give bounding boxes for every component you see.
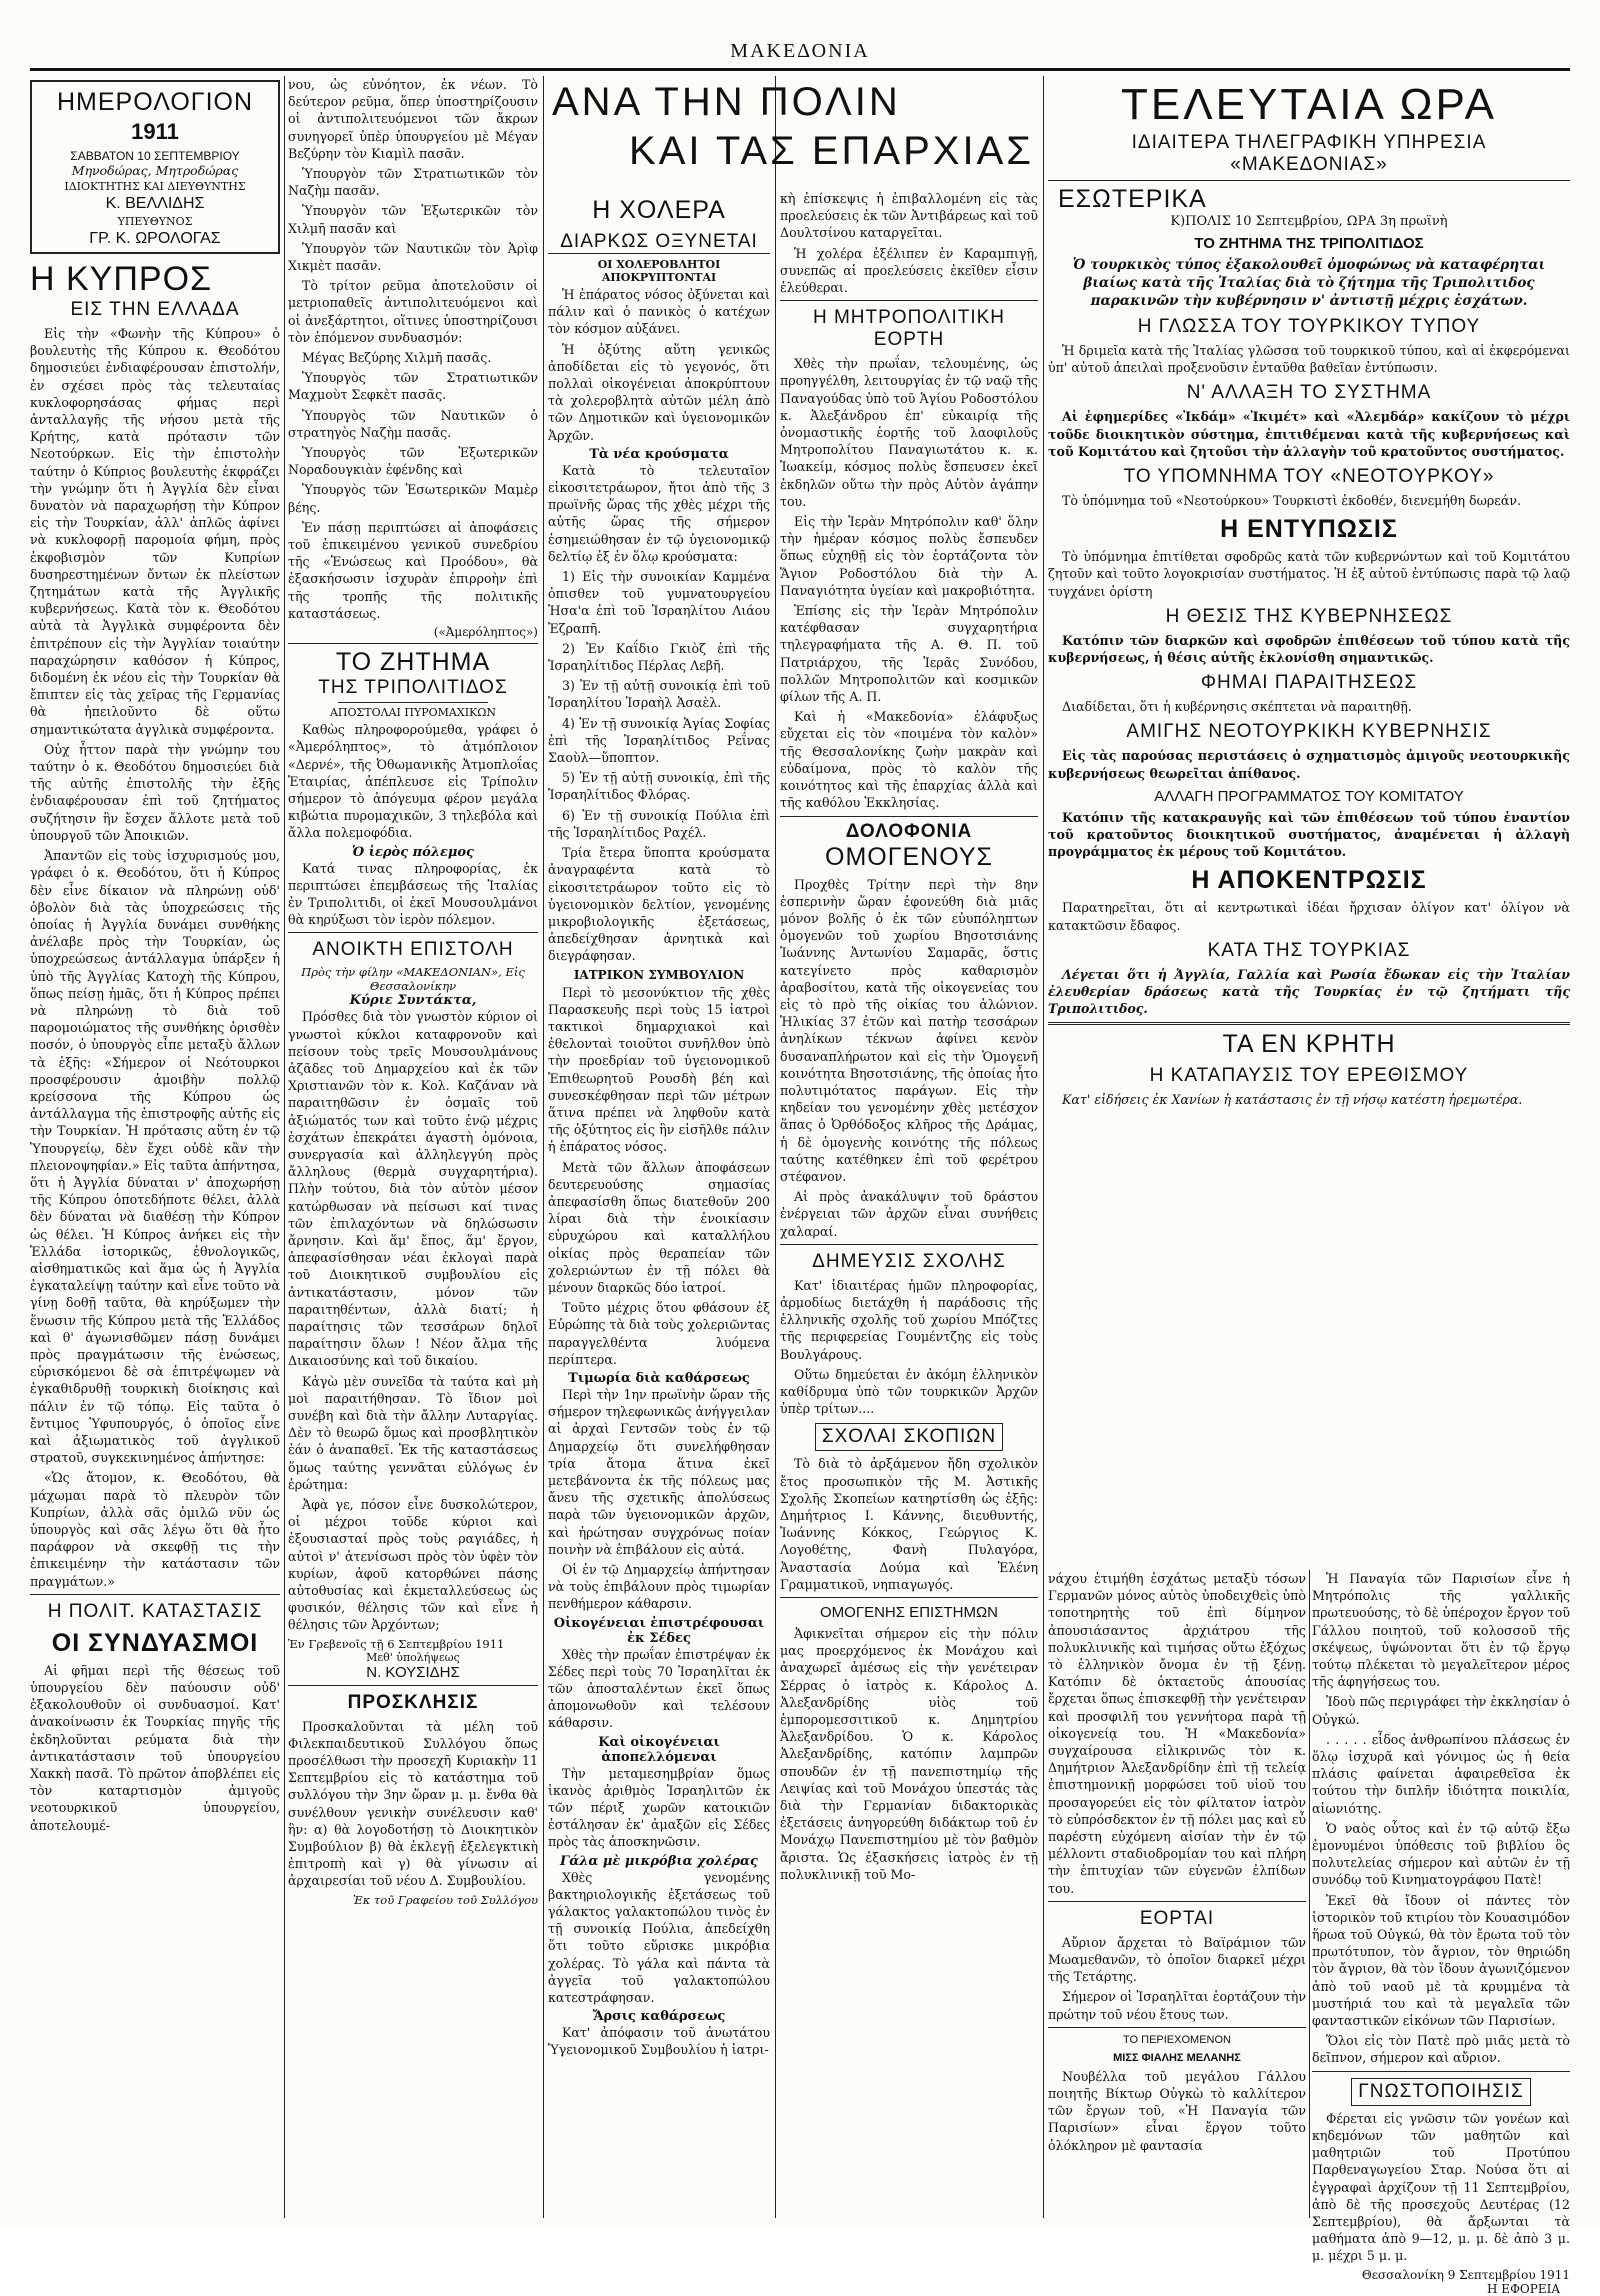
article-paragraph: Ἡ δριμεῖα κατὰ τῆς Ἰταλίας γλῶσσα τοῦ τουρκικοῦ τύπου, καὶ αἱ ἐκφερόμεναι ὑπ' αὐτοῦ ἀπειλαὶ προξενοῦσιν ἐνταῦθα βαθεῖαν ἐντύπωσιν. <box>1048 343 1570 376</box>
column-3 <box>548 190 770 2218</box>
divider <box>780 1597 1038 1598</box>
banner-line-1: ΑΝΑ ΤΗΝ ΠΟΛΙΝ <box>552 80 901 124</box>
headline-domestic: ΕΣΩΤΕΡΙΚΑ <box>1058 185 1207 213</box>
divider <box>30 1594 280 1595</box>
column-1 <box>30 76 280 2218</box>
subhead-hidden-cases: ΟΙ ΧΟΛΕΡΟΒΛΗΤΟΙ ΑΠΟΚΡΥΠΤΟΝΤΑΙ <box>597 258 721 284</box>
article-paragraph: Φέρεται εἰς γνῶσιν τῶν γονέων καὶ κηδεμόνων τῶν μαθητῶν καὶ μαθητριῶν τοῦ Προτύπου Παρθεναγωγείου Σταρ. Νούσα ὅτι αἱ ἐγγραφαὶ ἀρχίζουν τῇ 11 Σεπτεμβρίου, ἀπὸ δὲ τῆς προσεχοῦς Δευτέρας (12 Σεπτεμβρίου), θὰ ἄρξωνται τὰ μαθήματα ἀπὸ 9—12, μ. μ. δὲ ἀπὸ 3 μ. μ. μέχρι 5 μ. μ. <box>1312 2110 1570 2264</box>
invitation-signature: Ἐκ τοῦ Γραφείου τοῦ Συλλόγου <box>352 1892 538 1907</box>
headline-skopje-schools <box>780 1423 1038 1451</box>
article-paragraph: Ἰδοὺ πῶς περιγράφει τὴν ἐκκλησίαν ὁ Οὐγκώ. <box>1312 1694 1570 1727</box>
headline-telegraph-service: ΙΔΙΑΙΤΕΡΑ ΤΗΛΕΓΡΑΦΙΚΗ ΥΠΗΡΕΣΙΑ <box>1131 132 1487 153</box>
article-paragraph: Ὑπουργὸς τῶν Ναυτικῶν ὁ στρατηγὸς Ναζὴμ πασᾶς. <box>288 407 538 440</box>
source-credit: («Ἀμερόληπτος») <box>433 625 538 640</box>
headline-school-confiscation: ΔΗΜΕΥΣΙΣ ΣΧΟΛΗΣ <box>812 1250 1006 1272</box>
divider <box>780 816 1038 817</box>
article-paragraph: Κατόπιν τῆς κατακραυγῆς καὶ τῶν ἐπιθέσεων τοῦ τύπου ἐναντίον τοῦ κρατοῦντος διοικητικοῦ συστήματος, ἀναμένεται ἡ ἀλλαγὴ προγράμματος ἐκ μέρους τοῦ Κομιτάτου. <box>1048 809 1570 860</box>
article-paragraph: νου, ὡς εὐνόητον, ἐκ νέων. Τὸ δεύτερον ρεῦμα, ὅπερ ὑποστηρίζουσιν οἱ ἀντιπολιτευόμενοι τῶν ἄκρων συνηγορεῖ ὑπὲρ ὑπουργείου μὲ Μέγαν Βεζύρην τὸν Κιαμὶλ πασᾶν. <box>288 77 538 161</box>
masthead-rule <box>30 68 1570 71</box>
article-paragraph: Σήμερον οἱ Ἰσραηλῖται ἑορτάζουν τὴν πρώτην τοῦ νέου ἔτους των. <box>1048 1989 1306 2022</box>
column-5 <box>1048 76 1570 1566</box>
owner-label: ΙΔΙΟΚΤΗΤΗΣ ΚΑΙ ΔΙΕΥΘΥΝΤΗΣ <box>64 180 246 193</box>
subhead-milk: Γάλα μὲ μικρόβια χολέρας <box>560 1853 758 1869</box>
article-lead: Ὁ τουρκικὸς τύπος ἐξακολουθεῖ ὁμοφώνως νὰ καταφέρηται βιαίως κατὰ τῆς Ἰταλίας διὰ τὸ ζήτημα τῆς Τριπολιτιδος παρακινῶν τὴν κυβέρνησιν ν' ἀντιστῇ μέχρις ἐσχάτων. <box>1072 257 1546 309</box>
article-paragraph: Αἱ φῆμαι περὶ τῆς θέσεως τοῦ ὑπουργείου δὲν παύουσιν οὐδ' ἐξακολουθοῦν οἱ συνδυασμοί. Κατ' ἀνακοίνωσιν ἐκ Τουρκίας πηγῆς τῆς ἐκδηλοῦνται ρεύματα διὰ τὴν ἀντικατάστασιν τοῦ ὑπουργείου Χακκὴ πασᾶ. Τὸ πρῶτον ἀποβλέπει εἰς τὸν καταρτισμὸν ἀμιγοῦς νεοτουρκικοῦ ὑπουργείου, ἀποτελουμέ- <box>30 1662 280 1833</box>
divider <box>288 932 538 933</box>
article-paragraph: Οὐχ ἧττον παρὰ τὴν γνώμην του ταύτην ὁ κ. Θεοδότου δημοσιεύει διὰ τῆς αὐτῆς ἐπιστολῆς τὴν ἐξῆς ἐνδιαφέρουσαν ἐπὶ τοῦ ζητήματος συζήτησιν ἣν ἔσχεν ἄλλοτε μετὰ τοῦ ὑπουργοῦ τῶν Ἀποικιῶν. <box>30 741 280 843</box>
article-paragraph: Οἱ ἐν τῷ Δημαρχείῳ ἀπήντησαν νὰ τοὺς ἐπιβάλουν πρὸς τιμωρίαν πενθήμερον κάθαρσιν. <box>548 1562 770 1612</box>
headline-change-system: Ν' ΑΛΛΑΞΗ ΤΟ ΣΥΣΤΗΜΑ <box>1186 382 1432 404</box>
letter-date: Ἐν Γρεβενοῖς τῇ 6 Σεπτεμβρίου 1911 <box>288 1636 505 1651</box>
headline-government-position: Η ΘΕΣΙΣ ΤΗΣ ΚΥΒΕΡΝΗΣΕΩΣ <box>1165 605 1453 627</box>
headline-tripolitania-question: ΤΟ ΖΗΤΗΜΑ ΤΗΣ ΤΡΙΠΟΛΙΤΙΔΟΣ <box>1194 235 1424 252</box>
divider <box>780 1244 1038 1245</box>
column-rule <box>1043 76 1044 2218</box>
article-paragraph: Ὑπουργὸς τῶν Ἐξωτερικῶν Νοραδουγκιὰν ἐφένδης καὶ <box>288 445 538 478</box>
article-paragraph: Οὕτω δημεύεται ἐν ἀκόμη ἑλληνικὸν καθίδρυμα ὑπὸ τῶν τουρκικῶν Ἀρχῶν ὑπὲρ τρίτων.... <box>780 1366 1038 1417</box>
case-item: 2) Ἐν Καΐδιο Γκιὸζ ἐπὶ τῆς Ἰσραηλίτιδος Πέρλας Λεβῆ. <box>548 640 770 674</box>
article-paragraph: Ὑπουργὸς τῶν Ἐσωτερικῶν Μαμὲρ βέης. <box>288 482 538 515</box>
article-paragraph: Ἀφικνεῖται σήμερον εἰς τὴν πόλιν μας προερχόμενος ἐκ Μονάχου καὶ ἀναχωρεῖ ἀμέσως εἰς τὴν γενέτειραν Σέρρας ὁ ἰατρὸς κ. Κάρολος Δ. Ἀλεξανδρίδης υἱὸς τοῦ ἐμπορομεσσιτικοῦ κ. Δημητρίου Ἀλεξανδρίδου. Ὁ κ. Κάρολος Ἀλεξανδρίδης, κατόπιν λαμπρῶν σπουδῶν ἐν τῇ πανεπιστημίῳ τῆς Λειψίας καὶ τοῦ Μονάχου ὑπεστάς τὰς διὰ τὴν Γερμανίαν διδακτορικὰς ἐξετάσεις ἀνηγορεύθη διδάκτωρ τοῦ ἐν Μονάχῳ Πανεπιστημίου μὲ τὸν βαθμὸν ἄριστα. Ὡς ἐξασκήσεις ἰατρὸς ἐν τῇ πολυκλινικῇ τοῦ Μο- <box>780 1626 1038 1882</box>
article-paragraph: Τὸ τρίτον ρεῦμα ἀποτελοῦσιν οἱ μετριοπαθεῖς ἀντιπολιτευόμενοι καὶ οἱ ἀνεξάρτητοι, οἵτινες ὑποστηρίζουσι τὸν ἑπόμενον συνδυασμόν: <box>288 278 538 345</box>
subhead-holy-war: Ὁ ἱερὸς πόλεμος <box>352 844 474 860</box>
article-paragraph: Αἱ ἐφημερίδες «Ἰκδάμ» «Ἰκιμέτ» καὶ «Ἀλεμδάρ» κακίζουν τὸ μέχρι τοῦδε διοικητικὸν σύστημα, ἐπιτιθέμεναι κατὰ τῆς κυβερνήσεως καὶ τοῦ Κομιτάτου καὶ ζητοῦσι τὴν ἀλλαγὴν τοῦ κρατοῦντος συστήματος. <box>1048 409 1570 459</box>
article-paragraph: Αἱ πρὸς ἀνακάλυψιν τοῦ δράστου ἐνέργειαι τῶν ἀρχῶν εἶναι συνήθεις χαλαραί. <box>780 1189 1038 1239</box>
article-paragraph: νάχου ἐτιμήθη ἐσχάτως μεταξὺ τόσων Γερμανῶν μόνος αὐτὸς ὑποδειχθεὶς ὑπὸ τοποτηρητὴς τοῦ ἐπὶ δίμηνον ἀπουσιάσαντος ἀρχιάτρου τῆς πολυκλινικῆς καὶ τιμήσας οὕτω ἐξόχως τὸ ἑλληνικὸν ὄνομα ἐν τῇ ξένῃ. Κατόπιν δὲ ὀκταετοῦς ἀπουσίας ἔρχεται ὅπως ἐπισκεφθῇ τὴν γενέτειραν καὶ προσφιλῆ του γεννήτορα παρὰ τῇ οἰκογενείᾳ του. Ἡ «Μακεδονία» συγχαίρουσα εἰλικρινῶς τὸν κ. Δημήτριον Ἀλεξανδρίδην ἐπὶ τῇ τελείᾳ ἐπιστημονικῇ μορφώσει τοῦ υἱοῦ του προσαγορεύει εἰς τὸν φίλτατον ἰατρὸν τὸ εὐπρόσδεκτον ἐν τῇ πόλει μας καὶ εὖ παρέστη εὐχόμενη αἰσίαν τὴν ἐν τῷ μέλλοντι σταδιοδρομίαν του καὶ πλήρη τὴν ἐπιτυχίαν τῶν εὐγενῶν ἐλπίδων του. <box>1048 1571 1306 1896</box>
masthead-title: ΜΑΚΕΔΟΝΙΑ <box>730 40 870 62</box>
headline-decentralization: Η ΑΠΟΚΕΝΤΡΩΣΙΣ <box>1191 866 1427 895</box>
headline-impression: Η ΕΝΤΥΠΩΣΙΣ <box>1220 515 1398 544</box>
letter-signature: Ν. ΚΟΥΣΙΔΗΣ <box>366 1663 460 1681</box>
article-paragraph: Λέγεται ὅτι ἡ Ἀγγλία, Γαλλία καὶ Ρωσία ἔδωκαν εἰς τὴν Ἰταλίαν ἐλευθερίαν δράσεως κατὰ τῆς Τουρκίας ἐν τῷ ζητήματι τῆς Τριπολιτιδος. <box>1048 966 1570 1017</box>
editor-name: ΓΡ. Κ. ΩΡΟΛΟΓΑΣ <box>89 230 221 247</box>
article-paragraph: Ὑπουργὸς τῶν Στρατιωτικῶν Μαχμοὺτ Σεφκὲτ πασᾶς. <box>288 370 538 403</box>
article-paragraph: Προσκαλοῦνται τὰ μέλη τοῦ Φιλεκπαιδευτικοῦ Συλλόγου ὅπως προσέλθωσι τὴν προσεχῆ Κυριακὴν 11 Σεπτεμβρίου εἰς τὸ κατάστημα τοῦ συλλόγου τὴν 3ην ὥραν μ. μ. ἔνθα θὰ συνέλθουν γενικὴν συνέλευσιν καθ' ἣν: α) θὰ λογοδοτήσῃ τὸ Διοικητικὸν Συμβούλιον β) θὰ ἐκλεγῇ ἐξελεγκτικὴ ἐπιτροπὴ καὶ γ) θὰ γίνωσιν αἱ ἀρχαιρεσίαι τοῦ νέου Δ. Συμβουλίου. <box>288 1718 538 1889</box>
headline-announcement <box>1312 2078 1570 2106</box>
headline-murder: ΔΟΛΟΦΟΝΙΑ <box>845 820 973 842</box>
article-paragraph: Μετὰ τῶν ἄλλων ἀποφάσεων δευτερευούσης σημασίας ἀπεφασίσθη ὅπως διατεθοῦν 200 λίραι διὰ τὴν ἐνοικίασιν εὐρυχώρου καὶ καταλλήλου οἰκίας πρὸς θεραπείαν τῶν χολεριώντων ἐν τῇ πόλει θὰ μένουν διαρκῶς δύο ἰατροί. <box>548 1159 770 1295</box>
letter-addressee: Πρὸς τὴν φίλην «ΜΑΚΕΔΟΝΙΑΝ», Εἰς Θεσσαλονίκην <box>301 965 525 994</box>
almanac-year: 1911 <box>131 119 179 144</box>
letter-greeting: Κύριε Συντάκτα, <box>349 993 477 1009</box>
article-paragraph: Μέγας Βεζύρης Χιλμῆ πασᾶς. <box>302 350 492 366</box>
banner-city-provinces <box>548 76 1038 174</box>
headline-calming: Η ΚΑΤΑΠΑΥΣΙΣ ΤΟΥ ΕΡΕΘΙΣΜΟΥ <box>1149 1065 1469 1087</box>
subhead-medical-council: ΙΑΤΡΙΚΟΝ ΣΥΜΒΟΥΛΙΟΝ <box>573 967 745 982</box>
dateline: Κ)ΠΟΛΙΣ 10 Σεπτεμβρίου, ΩΡΑ 3η πρωϊνὴ <box>1170 214 1448 229</box>
divider <box>1048 1901 1306 1902</box>
case-item: 1) Εἰς τὴν συνοικίαν Καμμένα ὀπισθεν τοῦ γυμνατουργείου Ἠσα'α ἐπὶ τοῦ Ἰσραηλίτου Λιάου Ἐζραπῆ. <box>548 569 770 636</box>
headline-pure-young-turk-govt: ΑΜΙΓΗΣ ΝΕΟΤΟΥΡΚΙΚΗ ΚΥΒΕΡΝΗΣΙΣ <box>1126 721 1492 743</box>
article-paragraph: Περὶ τὴν 1ην πρωϊνὴν ὥραν τῆς σήμερον τηλεφωνικῶς ἀνήγγειλαν αἱ ἀρχαὶ Γεντσῶν τοὺς ἐν τῷ Δημαρχείῳ ὅτι συνελήφθησαν τρία ἄτομα ἅτινα ἐκεῖ μετεβάνοντα ἐκ τῆς πόλεως μας ἄνευ τῆς σχετικῆς ἀπολύσεως παρὰ τῶν ὑγειονομικῶν ἀρχῶν, καὶ ἠρώτησαν συγχρόνως ποίαν ποινὴν νὰ ἐπιβάλουν εἰς αὐτά. <box>548 1386 770 1557</box>
headline-contents: ΤΟ ΠΕΡΙΕΧΟΜΕΝΟΝ <box>1123 2033 1231 2046</box>
article-paragraph: Κατά τινας πληροφορίας, ἐκ περιπτώσει ἐπεμβάσεως τῆς Ἰταλίας ἐν Τριπολιτιδι, οἱ ἐκεῖ Μουσουλμάνοι θὰ κηρύξωσι τὸν ἱερὸν πόλεμον. <box>288 860 538 928</box>
article-paragraph: Αὔριον ἄρχεται τὸ Βαϊράμιον τῶν Μωαμεθανῶν, τὸ ὁποῖον διαρκεῖ μέχρι τῆς Τετάρτης. <box>1048 1934 1306 1985</box>
article-paragraph: Ἡ ἐπάρατος νόσος ὀξύνεται καὶ πάλιν καὶ ὁ πανικὸς ὁ κατέχων τὸν κόσμον αὐξάνει. <box>548 287 770 337</box>
article-paragraph: Ἡ ὀξύτης αὕτη γενικῶς ἀποδίδεται εἰς τὸ γεγονός, ὅτι πολλαὶ οἰκογένειαι ἀποκρύπτουν τὰ χολεροβλητὰ αὐτῶν μέλη ἀπὸ τῶν Δημοτικῶν καὶ ὑγειονομικῶν Ἀρχῶν. <box>548 341 770 443</box>
article-paragraph: Πρόσθες διὰ τὸν γνωστὸν κύριον οἱ γνωστοὶ κύκλοι καταφρονοῦν καὶ πείσουν τοὺς τρεῖς Μουσουλμάνους ἀζᾶδες τοῦ Δημαρχείου καὶ ἐκ τῶν Χριστιανῶν τὸν κ. Κολ. Καζάναν νὰ παραιτηθῶσιν ἐν ὀσμαῖς τοῦ ἀξιώματός των καὶ τοῦτο ἐνῷ μέχρις ἐσχάτων ἐπεκράτει ἀγαστὴ ὁμόνοια, συνεργασία καὶ ἀλληλεγγύη πρὸς ἄλληλους (θερμὰ συγχαρητήρια). Πλὴν τούτου, διὰ τὸν αὐτὸν μέσον κατώρθωσαν νὰ πείσωσι καί τινας τῶν ἐπιλαχόντων νὰ δηλώσωσιν ἄρνησιν. Καὶ ἅμ' ἔπος, ἅμ' ἔργον, ἀπεφασίσθησαν νέαι ἐκλογαὶ παρὰ τοῦ Διοικητικοῦ συμβουλίου εἰς ἀντικατάστασιν, μόνον τῶν παραιτηθέντων, ἀλλὰ διατί; ἡ παραίτησις τῶν τεσσάρων δηλοῖ παραίτησιν ὅλων ! Νέον ἄλμα τῆς Δικαιοσύνης καὶ τοῦ δικαίου. <box>288 1009 538 1369</box>
almanac-date: ΣΑΒΒΑΤΟΝ 10 ΣΕΠΤΕΜΒΡΙΟΥ <box>70 149 240 163</box>
article-paragraph: Χθὲς τὴν πρωΐαν, τελουμένης, ὡς προηγγέλθη, λειτουργίας ἐν τῷ ναῷ τῆς Παναγούδας ὑπὸ τοῦ Ἁγίου Ροδοστόλου κ. Ἀλεξάνδρου ἐπ' εὐκαιρίᾳ τῆς ὀνομαστικῆς ἑορτῆς τοῦ λαοφιλοῦς Μητροπολίτου Παναγιωτάτου κ. κ. Ἰωακείμ, κόσμος πολὺς ἔσπευσεν ἐκεῖ ἐκδηλῶν οὕτω τὴν πρὸς Αὐτὸν ἀγάπην του. <box>780 356 1038 509</box>
divider <box>1048 2027 1306 2028</box>
article-paragraph: Εἰς τὰς παρούσας περιστάσεις ὁ σχηματισμὸς ἀμιγοῦς νεοτουρκικῆς κυβερνήσεως θεωρεῖται ἀπίθανος. <box>1048 748 1570 781</box>
article-paragraph: Καθὼς πληροφορούμεθα, γράφει ὁ «Ἀμερόληπτος», τὸ ἀτμόπλοιον «Δερνέ», τῆς Ὀθωμανικῆς Ἀτμοπλοΐας Ἑταιρίας, ἀπέπλευσε εἰς Τρίπολιν σήμερον τὸ ἀπόγευμα φέρον μεγάλα κιβώτια πυρομαχικῶν, 3 τηλεβόλα καὶ ἄλλα πολεμοφόδια. <box>288 722 538 841</box>
divider <box>288 1685 538 1686</box>
article-paragraph: Κἀγὼ μὲν συνεῖδα τὰ ταύτα καὶ μὴ μοὶ παραιτήθησαν. Τὸ ἴδιον μοὶ συνέβη καὶ διὰ τὴν ἄλλην Λυταργίας. Δὲν τὸ θεωρῶ ὅμως καὶ προσβλητικὸν ἐάν ὁ ἀναπαθεῖ. Ἐκ τῆς καταστάσεως ὅμως ταύτης γεννᾶται εὐλόγως ἐν ἐρώτημα: <box>288 1373 538 1492</box>
headline-cholera-sub: ΔΙΑΡΚΩΣ ΟΞΥΝΕΤΑΙ <box>548 231 770 254</box>
almanac-saints: Μηνοδώρας, Μητροδώρας <box>71 163 239 178</box>
headline-resignation-rumors: ΦΗΜΑΙ ΠΑΡΑΙΤΗΣΕΩΣ <box>1200 672 1418 694</box>
article-paragraph: Κατόπιν τῶν διαρκῶν καὶ σφοδρῶν ἐπιθέσεων τοῦ τύπου κατὰ τῆς κυβερνήσεως, ἡ θέσις αὐτῆς ἐκλονίσθη σημαντικῶς. <box>1048 632 1570 666</box>
subhead-punishment: Τιμωρία διὰ καθάρσεως <box>568 1370 750 1386</box>
article-paragraph: Ὑπουργὸν τῶν Ναυτικῶν τὸν Ἀρὶφ Χικμὲτ πασᾶν. <box>288 240 538 274</box>
subhead-new-cases: Τὰ νέα κρούσματα <box>589 446 729 462</box>
headline-cyprus: Η ΚΥΠΡΟΣ <box>30 260 213 298</box>
almanac-title: ΗΜΕΡΟΛΟΓΙΟΝ <box>56 88 254 116</box>
headline-miss-ink-bottle: ΜΙΣΣ ΦΙΑΛΗΣ ΜΕΛΑΝΗΣ <box>1113 2051 1241 2064</box>
headline-expatriate-scientist: ΟΜΟΓΕΝΗΣ ΕΠΙΣΤΗΜΩΝ <box>819 1604 998 1622</box>
announcement-date: Θεσσαλονίκη 9 Σεπτεμβρίου 1911 <box>1361 2267 1570 2282</box>
case-item: 3) Ἐν τῇ αὐτῇ συνοικίᾳ ἐπὶ τοῦ Ἰσραηλίτου Ἰσραὴλ Ἀσαὲλ. <box>548 678 770 711</box>
article-paragraph: Χθὲς γενομένης βακτηριολογικῆς ἐξετάσεως τοῦ γάλακτος γαλακτοπώλου τινὸς ἐν τῇ συνοικίᾳ Πούλια, ἀπεδείχθη ὅτι τοῦτο εὕρισκε μικρόβια χολέρας. Τὸ γάλα καὶ πάντα τὰ ἀγγεῖα τοῦ γαλακτοπώλου κατεστράφησαν. <box>548 1869 770 2006</box>
column-rule <box>284 76 285 2218</box>
article-paragraph: Ἐκεῖ θὰ ἴδουν οἱ πάντες τὸν ἱστορικὸν τοῦ κτιρίου τὸν Κουασιμόδον ἥρωα τοῦ Οὐγκώ, θὰ τὸν ἔρωτα τοῦ τὸν πρωτότυπον, τὸν ἄγριον, τὸν θηριώδη τὸν ἄγριον, θὰ τὸν ἴδουν ἀγωνιζόμενον ἀπὸ τοῦ ναοῦ μὲ τὰ κρυμμένα τὰ μυστήριά του καὶ τὰ μεγαλεῖα τῶν φανταστικῶν εἰκόνων τῶν Παρισίων. <box>1312 1892 1570 2029</box>
article-paragraph: Χθὲς τὴν πρωΐαν ἐπιστρέψαν ἐκ Σέδες περὶ τοὺς 70 Ἰσραηλῖται ἐκ τῶν ἀποσταλέντων ἐκεῖ ὅπως ἀπομονωθοῦν καὶ τελέσουν κάθαρσιν. <box>548 1646 770 1731</box>
headline-murder-sub: ΟΜΟΓΕΝΟΥΣ <box>825 842 993 871</box>
divider <box>1048 180 1570 181</box>
article-paragraph: Ἡ χολέρα ἐξέλιπεν ἐν Καραμπιγῇ, συνεπῶς αἱ προελεύσεις ἐκεῖθεν εἶσιν ἐλεύθεραι. <box>780 245 1038 296</box>
subhead-munitions: ΑΠΟΣΤΟΛΑΙ ΠΥΡΟΜΑΧΙΚΩΝ <box>329 706 497 720</box>
letter-closing: Μεθ' ὑπολήψεως <box>366 1650 460 1664</box>
article-paragraph: Τοῦτο μέχρις ὅτου φθάσουν ἐξ Εὐρώπης τὰ διὰ τοὺς χολεριῶντας παραγγελθέντα λυόμενα περίπτερα. <box>548 1300 770 1367</box>
article-paragraph: κὴ ἐπίσκεψις ἡ ἐπιβαλλομένη εἰς τὰς προελεύσεις ἐκ τῶν Ἀντιβάρεως καὶ τοῦ Δουλτσίνου καταργεῖται. <box>780 191 1038 241</box>
column-rule <box>1309 1570 1310 2218</box>
article-paragraph: Τρία ἔτερα ὕποπτα κρούσματα ἀναγραφέντα κατὰ τὸ εἰκοσιτετράωρον τοῦτο εἰς τὸ ὑγειονομικὸν δελτίον, γενομένης μικροβιολογικῆς ἐξετάσεως, ἀπεδείχθησαν ἀρνητικὰ καὶ διεγράφησαν. <box>548 845 770 964</box>
article-paragraph: Ἐπίσης εἰς τὴν Ἱερὰν Μητρόπολιν κατέφθασαν συγχαρητήρια τηλεγραφήματα τῆς Α. Θ. Π. τοῦ Πατριάρχου, τῆς Ἱερᾶς Συνόδου, πολλῶν Μητροπολιτῶν καὶ κοσμικῶν φίλων τῆς Α. Π. <box>780 603 1038 705</box>
headline-makedonias: «ΜΑΚΕΔΟΝΙΑΣ» <box>1230 154 1388 175</box>
column-rule <box>543 76 544 2218</box>
article-paragraph: Κατ' εἰδήσεις ἐκ Χανίων ἡ κατάστασις ἐν τῇ νήσῳ κατέστη ἠρεμωτέρα. <box>1062 1092 1523 1108</box>
article-paragraph: Τὴν μεταμεσημβρίαν ὅμως ἱκανὸς ἀριθμὸς Ἰσραηλιτῶν ἐκ τῶν πέριξ χωρῶν κατοικιῶν ἐστάλησαν ἐκ' ἀμαξῶν εἰς Σέδες πρὸς τὰς ἀποσκηνῶσιν. <box>548 1765 770 1850</box>
column-5b <box>1312 1570 1570 2296</box>
article-paragraph: Ἀπαντῶν εἰς τοὺς ἰσχυρισμούς μου, γράφει ὁ κ. Θεοδότου, ὅτι ἡ Κύπρος δὲν εἶνε δίκαιον νὰ πληρώνῃ οὐδ' ὀβολὸν διὰ τὰς ὑποχρεώσεις τῆς ὁποίας ἡ Ἀγγλία δυνάμει συνθήκης ἀνέλαβε πρὸς τὴν Τουρκίαν, ὡς ὑποχρεώσεως ἀντάλλαγμα ὑπάρξεν ἡ ὑπὸ τῆς Ἀγγλίας Κατοχὴ τῆς Κύπρου, ὅπως πείσῃ ἡμᾶς, ὅτι ἡ Κύπρος πρέπει νὰ πληρώνῃ τὸ διὰ τοῦ παρομοιώματος τῆς συνθήκης ὁρισθὲν ποσόν, ὁ ὑπουργὸς εἶπε μεταξὺ ἄλλων τὰ ἑξῆς: «Σήμερον οἱ Νεότουρκοι προσφέρουσιν ἀμοιβὴν πολλῷ κρείσσονα τῆς Κύπρου ὡς ἀντάλλαγμα τῆς ἐπιστροφῆς αὐτῆς εἰς τὴν Τουρκίαν. Ἡ πρότασις αὕτη ἐν τῷ Ὑπουργείῳ, δὲν ἔχει οὐδὲ κἂν τὴν πλειονοψηφίαν.» Εἰς ταῦτα ἀπήντησα, ὅτι ἡ Ἀγγλία δύναται ν' ἀποχωρήσῃ τῆς Κύπρου ὁποτεδήποτε θέλει, ἀλλὰ δὲν δύναται νὰ διαθέσῃ τὴν Κύπρον ὡς θέλει. Ἡ Κύπρος ἀνήκει εἰς τὴν Ἑλλάδα ἱστορικῶς, ἐθνολογικῶς, αἰσθηματικῶς καὶ ἅμα ὡς ἡ Ἀγγλία ἐγκαταλείψῃ ταύτην καὶ εἶνε τοῦτο νὰ γίνῃ δοθῇ ταῦτα, θὰ κηρύξωμεν τὴν ἕνωσιν τῆς Κύπρου μετὰ τῆς Ἑλλάδος καὶ θ' ἀγωνισθῶμεν πάσῃ δυνάμει πρὸς πραγμάτωσιν τῆς ἑνώσεως, εὑρισκόμενοι δὲ σὰ ἐπιτρέψωμεν νὰ ἐγκαθιδρυθῇ τουρκικὴ διοίκησις καὶ πάλιν ἐν τῷ τόπῳ. Εἰς ταῦτα ὁ ἔντιμος Ὑφυπουργός, ὁ ὁποῖος εἶνε καὶ ἀξιωματικὸς τοῦ ἀγγλικοῦ στρατοῦ, συγκεκινημένος ἀπήντησε: <box>30 848 280 1466</box>
headline-invitation: ΠΡΟΣΚΛΗΣΙΣ <box>347 1691 479 1713</box>
article-paragraph: Προχθὲς Τρίτην περὶ τὴν 8ην ἑσπερινὴν ὥραν ἐφονεύθη διὰ μιᾶς μόνον βολῆς ὁ ἐκ τῶν εὐυπόληπτων ὁμογενῶν τοῦ χωρίου Βησοτσιάνης Ἰωάννης Ἀντωνίου Σαμαρᾶς, ὅστις κατεγίνετο πρὸς καθαρισμὸν ἀραβοσίτου, κατὰ τῆς οἰκογενείας του εἰς τὸ πρὸ τῆς οἰκίας του ἀλώνιον. Ἡλικίας 37 ἐτῶν καὶ πατὴρ τεσσάρων ἀνηλίκων τέκνων ἀφίνει κενὸν δυσαναπλήρωτον καὶ εἰς τὴν Ὁμογενῆ κοινότητα Βησοτσιάνης, τῆς ὁποίας ἦτο πολυτιμότατος παράγων. Εἰς τὴν κηδείαν του γενομένην χθὲς μετέσχον ἅπας ὁ Ὀρθόδοξος κλῆρος τῆς Δράμας, ἡ δὲ ὁμογενὴς κοινότης τῆς πόλεως ταύτης κατέθηκεν ἐπὶ τοῦ φερέτρου στέφανον. <box>780 876 1038 1184</box>
subhead-returning-families: Οἰκογένειαι ἐπιστρέφουσαι ἐκ Σέδες <box>553 1615 765 1646</box>
divider <box>338 702 488 703</box>
article-paragraph: Ὅλοι εἰς τὸν Πατὲ πρὸ μιᾶς μετὰ τὸ δεῖπνον, σήμερον καὶ αὔριον. <box>1312 2033 1570 2066</box>
article-paragraph: Κατὰ τὸ τελευταῖον εἰκοσιτετράωρον, ἤτοι ἀπὸ τῆς 3 πρωϊνῆς ὥρας τῆς χθὲς μέχρι τῆς αὐτῆς ὥρας τῆς σήμερον ἐσημειώθησαν ἐν τῷ ὑγειονομικῷ δελτίῳ ἐξ ἐν ὅλῳ κρούσματα: <box>548 462 770 564</box>
headline-tripoli-question: ΤΟ ΖΗΤΗΜΑ <box>335 648 491 677</box>
case-item: 4) Ἐν τῇ συνοικίᾳ Ἁγίας Σοφίας ἐπὶ τῆς Ἰσραηλίτιδος Ρεΐνας Σαοὺλ—ὕποπτον. <box>548 715 770 766</box>
announcement-label: ΓΝΩΣΤΟΠΟΙΗΣΙΣ <box>1351 2078 1530 2106</box>
article-paragraph: Ὑπουργὸν τῶν Ἐξωτερικῶν τὸν Χιλμῆ πασᾶν καὶ <box>288 203 538 236</box>
article-paragraph: Ὁ ναὸς οὗτος καὶ ἐν τῷ αὐτῷ ἔξω ἐμονυμένοι ὑπόθεσις τοῦ βιβλίου ὃς πολυτελείας σήμερον καὶ αὐτῶν ἐν τῇ συνόδῳ τοῦ Κινηματογράφου Πατὲ! <box>1312 1820 1570 1888</box>
headline-committee-program: ΑΛΛΑΓΗ ΠΡΟΓΡΑΜΜΑΤΟΣ ΤΟΥ ΚΟΜΙΤΑΤΟΥ <box>1154 787 1464 805</box>
case-item: 5) Ἐν τῇ αὐτῇ συνοικίᾳ, ἐπὶ τῆς Ἰσραηλίτιδος Φλόρας. <box>548 770 770 803</box>
article-paragraph: Κατ' ἰδιαιτέρας ἡμῶν πληροφορίας, ἀρμοδίως διετάχθη ἡ παράδοσις τῆς ἑλληνικῆς σχολῆς τοῦ χωρίου Μπόζτες τῆς περιφερείας Γουμέντζης εἰς τοὺς Βουλγάρους. <box>780 1277 1038 1362</box>
article-paragraph: Εἰς τὴν Ἱερὰν Μητρόπολιν καθ' ὅλην τὴν ἡμέραν κόσμος πολὺς ἔσπευδεν ὅπως εὐχηθῇ εἰς τὸν ἑορτάζοντα τὸν Ἅγιον Ροδοστόλου διὰ τὴν Α. Παναγιότητα ὑγείαν καὶ μακροβιότητα. <box>780 514 1038 598</box>
headline-tripoli-question-sub: ΤΗΣ ΤΡΙΠΟΛΙΤΙΔΟΣ <box>318 677 508 699</box>
headline-turkish-press: Η ΓΛΩΣΣΑ ΤΟΥ ΤΟΥΡΚΙΚΟΥ ΤΥΠΟΥ <box>1137 316 1481 337</box>
article-paragraph: Καὶ ἡ «Μακεδονία» ἐλάφυξως εὔχεται εἰς τὸν «ποιμένα τὸν καλὸν» τῆς Θεσσαλονίκης ζωὴν μακρὰν καὶ εὐδαίμονα, πρὸς τὸ καλὸν τῆς κοινότητος καὶ τῆς ἐπαρχίας ἀλλὰ καὶ τῆς καθόλου Ἐκκλησίας. <box>780 709 1038 811</box>
column-rule <box>775 76 776 2218</box>
owner-name: Κ. ΒΕΛΛΙΔΗΣ <box>105 195 205 212</box>
article-paragraph: Νουβέλλα τοῦ μεγάλου Γάλλου ποιητῆς Βίκτωρ Οὐγκὼ τὸ καλλίτερον τῶν ἔργων τοῦ, «Ἡ Παναγία τῶν Παρισίων» εἶναι ἔργον τοῦτο ὀλόκληρον μὲ φαντασία <box>1048 2068 1306 2153</box>
column-2 <box>288 76 538 2218</box>
divider <box>1312 2071 1570 2072</box>
case-item: 6) Ἐν τῇ συνοικίᾳ Πούλια ἐπὶ τῆς Ἰσραηλίτιδος Ραχέλ. <box>548 807 770 840</box>
divider <box>780 300 1038 301</box>
headline-cyprus-sub: ΕΙΣ ΤΗΝ ΕΛΛΑΔΑ <box>70 299 240 320</box>
headline-politics: Η ΠΟΛΙΤ. ΚΑΤΑΣΤΑΣΙΣ <box>47 1600 263 1622</box>
article-paragraph: Περὶ τὸ μεσονύκτιον τῆς χθὲς Παρασκευῆς περὶ τοὺς 15 ἰατροὶ τακτικοὶ δημαρχιακοὶ καὶ ἐθελονταὶ τοιοῦτοι συνῆλθον ὑπὸ τὴν προεδρίαν τοῦ ὑγειονομικοῦ Ἐπιθεωρητοῦ Ρουσδὴ βέη καὶ συνεσκέφθησαν περὶ τῶν μέτρων ἅτινα πρέπει νὰ ληφθοῦν κατὰ τῆς ὀξύτητος εἰς ἣν εἰσῆλθε πάλιν ἡ ἐπάρατος νόσος. <box>548 984 770 1155</box>
headline-crete: ΤΑ ΕΝ ΚΡΗΤΗ <box>1222 1030 1396 1059</box>
subhead-departing-families: Καὶ οἰκογένειαι ἀποπελλόμεναι <box>598 1734 720 1765</box>
headline-holidays: ΕΟΡΤΑΙ <box>1139 1907 1215 1929</box>
subhead-lifting: Ἄρσις καθάρσεως <box>592 2009 726 2025</box>
article-paragraph: Τὸ ὑπόμνημα τοῦ «Νεοτούρκου» Τουρκιστὶ ἐκδοθέν, διενεμήθη δωρεάν. <box>1062 493 1521 509</box>
article-paragraph: Εἰς τὴν «Φωνὴν τῆς Κύπρου» ὁ βουλευτὴς τῆς Κύπρου κ. Θεοδότου δημοσιεύει ἐνδιαφέρουσαν ἐπιστολήν, ἐν σχέσει πρὸς τὰς τελευταίας κυκλοφορησάσας φήμας περὶ ἀνταλλαγῆς τῆς νήσου μετὰ τῆς Κρήτης, κατὰ πρότασιν τῶν Νεοτούρκων. Εἰς τὴν ἐπιστολὴν ταύτην ὁ Κύπριος βουλευτὴς ἐκφράζει τὴν γνώμην ὅτι ἡ Ἀγγλία δὲν εἶναι δυνατὸν νὰ παραχωρήσῃ τὴν Κύπρον εἰς τὴν Τουρκίαν, ἀλλ' ἁπλῶς ἀφίνει νὰ κυκλοφορῇ παρομοία φήμη, πρὸς ἐκφοβισμὸν τῶν Κυπρίων δυσηρεστημένων ὄντων ἐκ πλείστων ζητημάτων κατὰ τῆς Ἀγγλικῆς κυβερνήσεως. Κατὰ τὸν κ. Θεοδότου αὐτὰ τὰ Ἀγγλικὰ συμφέροντα δὲν ἐπιτρέπουν εἰς τὴν Ἀγγλίαν τοιαύτην παραχώρησιν καθόσον ἡ Κύπρος, διδομένη ἐκ νέου εἰς τὴν Τουρκίαν θὰ ἔπιπτεν εἰς τὰς χεῖρας τῆς Γερμανίας θὰ ἠπειλοῦντο δὲ οὕτω σημαντικώτατα ἀγγλικὰ συμφέροντα. <box>30 326 280 737</box>
article-paragraph: Τὸ ὑπόμνημα ἐπιτίθεται σφοδρῶς κατὰ τῶν κυβερνώντων καὶ τοῦ Κομιτάτου ζητοῦν καὶ τοῦτο λογοκρισίαν συστήματος. Ἡ ἐξ αὐτοῦ ἐντύπωσις παρὰ τῷ λαῷ τυγχάνει ὀρίστη <box>1048 549 1570 599</box>
divider <box>1048 1022 1570 1025</box>
headline-cholera: Η ΧΟΛΕΡΑ <box>592 196 726 224</box>
headline-against-turkey: ΚΑΤΑ ΤΗΣ ΤΟΥΡΚΙΑΣ <box>1207 939 1411 961</box>
column-4 <box>780 190 1038 2218</box>
article-paragraph: . . . . . εἶδος ἀνθρωπίνου πλάσεως ἐν ὅλῳ ἰσχυρᾶ καὶ γόνιμος ὡς ἡ θεία πλάσις φαίνεται ἀφαιρεθεῖσα ἐκ τούτου τὴν διπλῆν ἰδιότητα ποικιλία, αἰωνιότης. <box>1312 1731 1570 1816</box>
article-paragraph: Παρατηρεῖται, ὅτι αἱ κεντρωτικαὶ ἰδέαι ἤρχισαν ὀλίγον κατ' ὀλίγον νὰ κατακτῶσιν ἔδαφος. <box>1048 900 1570 933</box>
article-paragraph: Ἀφὰ γε, πόσον εἶνε δυσκολώτερον, οἱ μέχροι τοῦδε κύριοι καὶ ἐξουσιασταί πρὸς τοὺς ραγιάδες, ἡ αὐτοὶ ν' ἀτενίσωσι πρὸς τὸν ὑφὲν τὸν κυρίων, ἀφοῦ κατορθώνει πάσης αὐτοθυσίας καὶ ἐκμεταλλεύσεως ὡς φυσικόν, θέλησις τῶν καὶ εἶνε ἡ θέλησις τῶν Ἀρχόντων; <box>288 1497 538 1633</box>
article-paragraph: «Ὡς ἄτομον, κ. Θεοδότου, θὰ μάχωμαι παρὰ τὸ πλευρὸν τῶν Κυπρίων, ἀλλὰ σᾶς ὁμιλῶ νῦν ὡς ὑπουργὸς καὶ σᾶς λέγω ὅτι θὰ ἦτο παράφρον νὰ σκεφθῇ τις τὴν ἐπικειμένην τὴν κατάστασιν τῶν πραγμάτων.» <box>30 1470 280 1589</box>
headline-coalitions: ΟΙ ΣΥΝΔΥΑΣΜΟΙ <box>51 1628 259 1657</box>
article-paragraph: Ἐν πάσῃ περιπτώσει αἱ ἀποφάσεις τοῦ ἐπικειμένου γενικοῦ συνεδρίου τῆς «Ἑνώσεως καὶ Προόδου», θὰ ἐξασκήσωσιν ἰσχυρὰν ἐπιρροὴν ἐπὶ τῆς τροπῆς τῆς πολιτικῆς καταστάσεως. <box>288 519 538 621</box>
almanac-box <box>30 80 280 254</box>
banner-line-2: ΚΑΙ ΤΑΣ ΕΠΑΡΧΙΑΣ <box>629 129 1034 173</box>
headline-memorandum: ΤΟ ΥΠΟΜΝΗΜΑ ΤΟΥ «ΝΕΟΤΟΥΡΚΟΥ» <box>1123 466 1495 488</box>
editor-label: ΥΠΕΥΘΥΝΟΣ <box>117 215 193 228</box>
headline-last-hour: ΤΕΛΕΥΤΑΙΑ ΩΡΑ <box>1121 80 1497 129</box>
headline-metropolitan-feast: Η ΜΗΤΡΟΠΟΛΙΤΙΚΗ ΕΟΡΤΗ <box>812 307 1005 351</box>
column-5a <box>1048 1570 1306 2218</box>
article-paragraph: Τὸ διὰ τὸ ἀρξάμενον ἤδη σχολικὸν ἔτος προσωπικὸν τῆς Μ. Ἀστικῆς Σχολῆς Σκοπείων κατηρτίσθη ὡς ἑξῆς: Δημήτριος Ι. Κάννης, διευθυντής, Ἰωάννης Κόκκος, Γεώργιος Κ. Λογοθέτης, Φανὴ Πυλαγόρα, Ἀναστασία Δούμα καὶ Ἑλένη Γραμματικοῦ, νηπιαγωγός. <box>780 1456 1038 1592</box>
article-paragraph: Ἡ Παναγία τῶν Παρισίων εἶνε ἡ Μητρόπολις τῆς γαλλικῆς πρωτευούσης, τὸ δὲ ὑπέροχον ἔργον τοῦ Γάλλου ποιητοῦ, τοῦ κολοσσοῦ τῆς σκέψεως, ὑψώνονται ὅτι ἐν τῷ ἔργῳ τούτῳ πλέκεται τὸ μεγαλεῖτερον μέρος τῆς ἀφηγήσεως του. <box>1312 1571 1570 1690</box>
article-paragraph: Διαδίδεται, ὅτι ἡ κυβέρνησις σκέπτεται νὰ παραιτηθῇ. <box>1062 699 1412 715</box>
divider <box>288 643 538 644</box>
skopje-schools-label: ΣΧΟΛΑΙ ΣΚΟΠΙΩΝ <box>815 1423 1003 1451</box>
announcement-signature: Η ΕΦΟΡΕΙΑ <box>1487 2281 1560 2296</box>
article-paragraph: Κατ' ἀπόφασιν τοῦ ἀνωτάτου Ὑγειονομικοῦ Συμβουλίου ἡ ἰατρι- <box>548 2025 770 2058</box>
headline-open-letter: ΑΝΟΙΚΤΗ ΕΠΙΣΤΟΛΗ <box>312 939 514 961</box>
article-paragraph: Ὑπουργὸν τῶν Στρατιωτικῶν τὸν Ναζὴμ πασᾶν. <box>288 166 538 199</box>
